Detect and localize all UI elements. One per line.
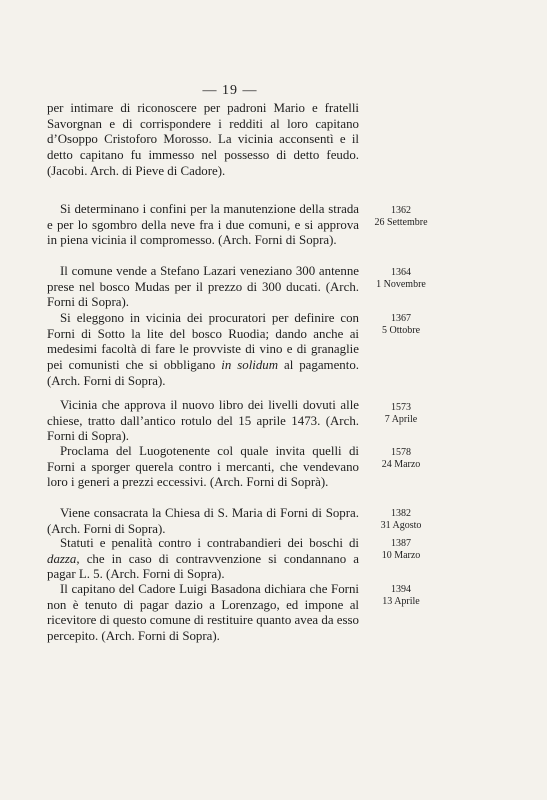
margin-year: 1364: [391, 267, 411, 278]
margin-day: 10 Marzo: [381, 550, 421, 561]
margin-year: 1367: [391, 313, 411, 324]
entry-text: al pagamento. (Arch. Forni di Sopra).: [47, 358, 359, 388]
entry-1367: [47, 311, 359, 390]
margin-day: 13 Aprile: [382, 596, 420, 607]
entry-1394: Il capitano del Cadore Luigi Basadona dichiara che Forni non è tenuto di pagar dazio a Lorenzago, ed impone al ricevitore di questo comune di restituire quanto avea da esso percepito. (Arch. Forni di Sopra).: [47, 582, 359, 644]
entry-1382: Viene consacrata la Chiesa di S. Maria di Forni di Sopra. (Arch. Forni di Sopra).: [47, 506, 359, 536]
entry-1387: [47, 536, 359, 583]
entry-text: Si eleggono in vicinia dei procuratori per definire con Forni di Sotto la lite del bosco Ruodia; dando anche ai medesimi facoltà di fare le provviste di vino e di granaglie pei comunisti che si obbligano: [47, 311, 359, 373]
margin-date-1367: [366, 313, 436, 337]
entry-1573: Vicinia che approva il nuovo libro dei livelli dovuti alle chiese, tratto dall’antico rotulo del 15 aprile 1473. (Arch. Forni di Sopra).: [47, 398, 359, 444]
margin-date-1382: [366, 508, 436, 532]
margin-year: 1362: [391, 205, 411, 216]
entry-1362: Si determinano i confini per la manutenzione della strada e per lo sgombro della neve fra i due comuni, e si approva in piena vicinia il compromesso. (Arch. Forni di Sopra).: [47, 202, 359, 248]
page-number: — 19 —: [202, 83, 258, 98]
margin-day: 7 Aprile: [384, 414, 418, 425]
entry-italic-term: in solidum: [221, 358, 279, 373]
margin-date-1362: [366, 205, 436, 229]
margin-date-1573: [366, 402, 436, 426]
margin-date-1578: [366, 447, 436, 471]
margin-year: 1387: [391, 538, 411, 549]
margin-year: 1382: [391, 508, 411, 519]
entry-italic-term: dazza: [47, 551, 77, 566]
margin-date-1394: [366, 584, 436, 608]
margin-day: 24 Marzo: [381, 459, 421, 470]
margin-day: 26 Settembre: [374, 217, 428, 228]
margin-day: 5 Ottobre: [381, 325, 421, 336]
entry-1578: Proclama del Luogotenente col quale invita quelli di Forni a sporger querela contro i mercanti, che vendevano loro i generi a prezzi eccessivi. (Arch. Forni di Soprà).: [47, 444, 359, 490]
margin-year: 1573: [391, 402, 411, 413]
margin-year: 1394: [391, 584, 411, 595]
margin-day: 1 Novembre: [376, 279, 426, 290]
margin-year: 1578: [391, 447, 411, 458]
entry-continuation: per intimare di riconoscere per padroni Mario e fratelli Savorgnan e di corrispondere i redditi al loro capitano d’Osoppo Cristoforo Morosso. La vicinia acconsentì e il detto capitano fu immesso nel possesso di detto feudo. (Jacobi. Arch. di Pieve di Cadore).: [47, 101, 359, 178]
entry-text: Statuti e penalità contro i contrabandieri dei boschi di: [60, 536, 359, 550]
margin-day: 31 Agosto: [380, 520, 422, 531]
margin-date-1364: [366, 267, 436, 291]
entry-text: , che in caso di contravvenzione si condannano a pagar L. 5. (Arch. Forni di Sopra).: [47, 551, 359, 582]
entry-1364: Il comune vende a Stefano Lazari veneziano 300 antenne prese nel bosco Mudas per il prezzo di 300 ducati. (Arch. Forni di Sopra).: [47, 264, 359, 310]
margin-date-1387: [366, 538, 436, 562]
